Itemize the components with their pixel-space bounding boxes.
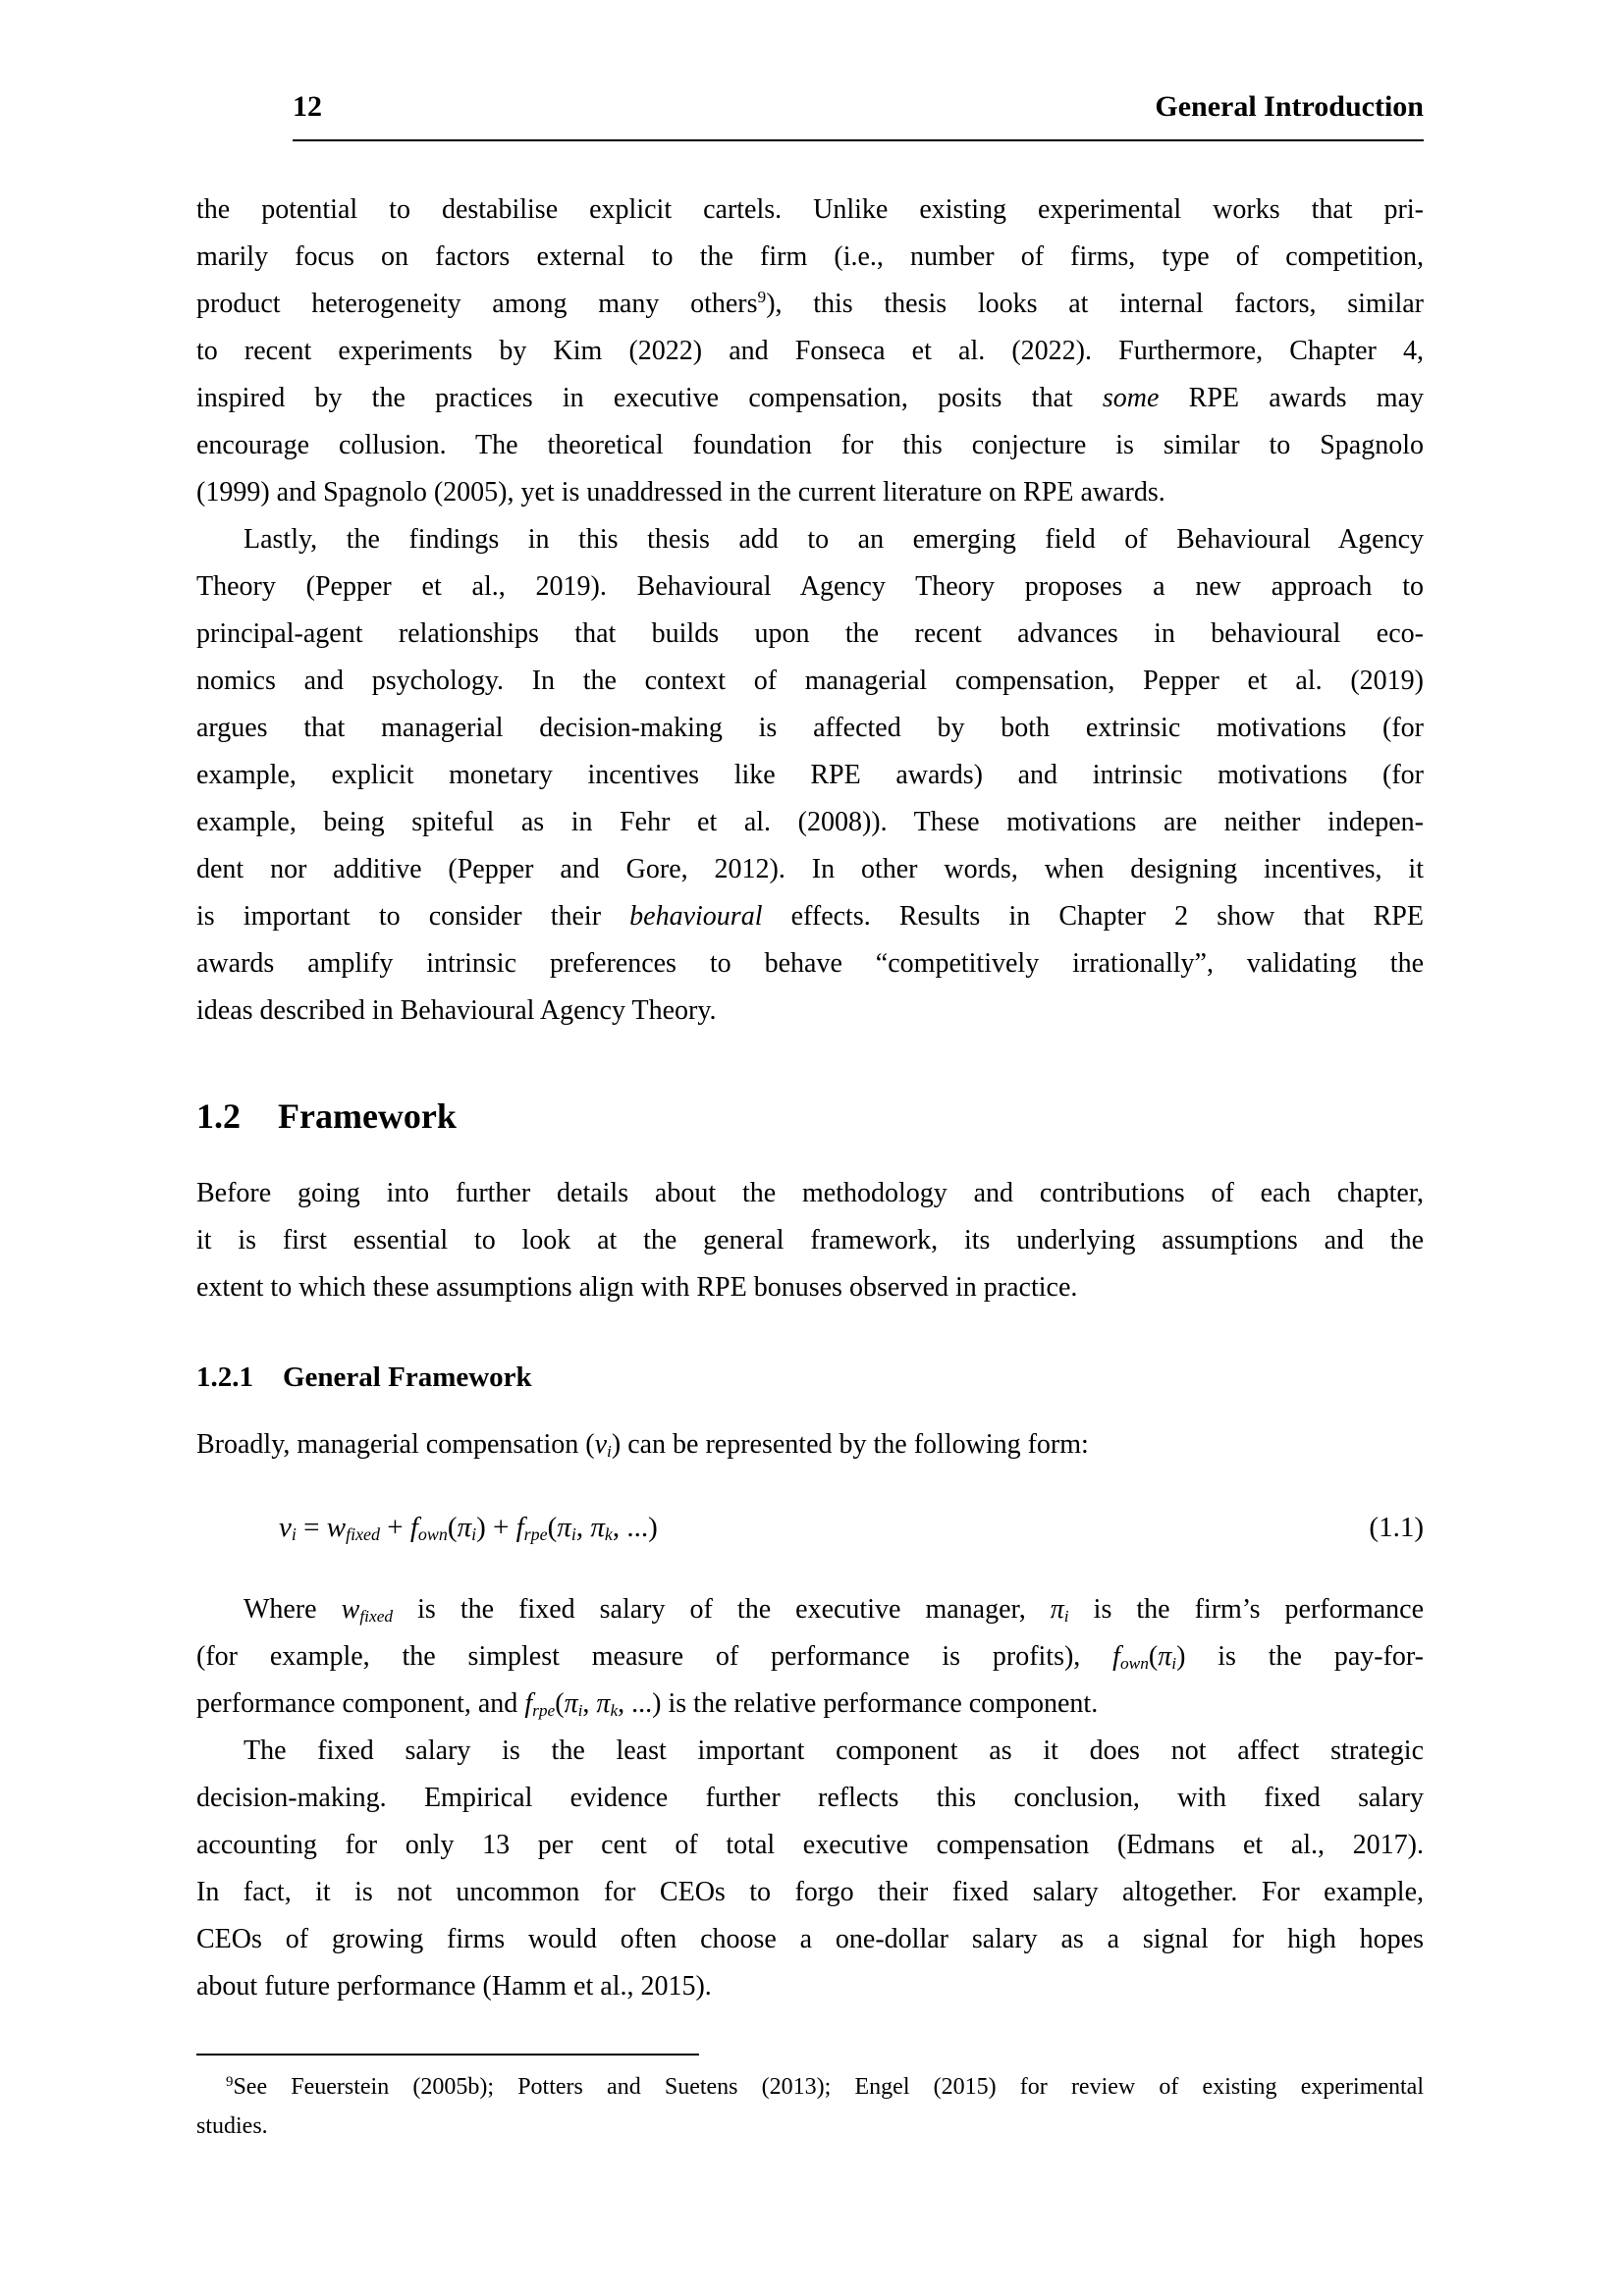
text-line: The fixed salary is the least important component as it does not affect strategic [244,1735,1424,1766]
text-line: studies. [196,2113,268,2139]
text-line: dent nor additive (Pepper and Gore, 2012). In other words, when designing incentives, it [196,854,1424,884]
text-line: example, being spiteful as in Fehr et al. (2008)). These motivations are neither indepen- [196,807,1424,837]
text-line: the potential to destabilise explicit cartels. Unlike existing experimental works that pri- [196,194,1424,225]
text-line: ideas described in Behavioural Agency Theory. [196,995,717,1026]
heading-title: General Framework [283,1362,532,1393]
text-line: In fact, it is not uncommon for CEOs to forgo their fixed salary altogether. For example, [196,1877,1424,1907]
heading-number: 1.2 [196,1096,241,1136]
paragraph [196,1586,1424,1728]
text-line: about future performance (Hamm et al., 2015). [196,1971,712,2002]
text-line: (for example, the simplest measure of performance is profits), $f_{own}(\pi_i)$ is the pay-for- [196,1641,1424,1673]
text-line: nomics and psychology. In the context of managerial compensation, Pepper et al. (2019) [196,666,1424,696]
text-line: inspired by the practices in executive compensation, posits that some RPE awards may [196,383,1425,413]
subsection-heading [196,1361,1424,1394]
content [196,187,1424,2010]
footnote [196,2054,1424,2146]
text-line: product heterogeneity among many others$^9$), this thesis looks at internal factors, similar [196,288,1424,319]
text-line: $^9$See Feuerstein (2005b); Potters and Suetens (2013); Engel (2015) for review of existing experimental [226,2073,1424,2100]
text-line: is important to consider their behavioural effects. Results in Chapter 2 show that RPE [196,901,1424,932]
paragraph [196,1170,1424,1311]
page-number: 12 [293,90,322,123]
text-line: encourage collusion. The theoretical foundation for this conjecture is similar to Spagnolo [196,430,1424,460]
text-line: Lastly, the findings in this thesis add to an emerging field of Behavioural Agency [244,524,1424,555]
running-title: General Introduction [1155,90,1424,123]
heading-number: 1.2.1 [196,1362,253,1393]
text-line: Before going into further details about the methodology and contributions of each chapter, [196,1178,1424,1208]
text-line: accounting for only 13 per cent of total executive compensation (Edmans et al., 2017). [196,1830,1424,1860]
text-line: (1999) and Spagnolo (2005), yet is unaddressed in the current literature on RPE awards. [196,477,1165,507]
text-line: marily focus on factors external to the firm (i.e., number of firms, type of competition, [196,241,1424,272]
equation-number: (1.1) [1369,1512,1424,1543]
text-line: Broadly, managerial compensation $(v_i)$ can be represented by the following form: [196,1429,1089,1461]
equation [196,1500,1424,1555]
text-line: it is first essential to look at the general framework, its underlying assumptions and the [196,1225,1424,1255]
text-line: Theory (Pepper et al., 2019). Behavioural Agency Theory proposes a new approach to [196,571,1424,602]
text-line: example, explicit monetary incentives like RPE awards) and intrinsic motivations (for [196,760,1424,790]
footnote-text [196,2067,1424,2146]
heading-title: Framework [278,1096,457,1136]
footnote-rule [196,2054,699,2056]
text-line: to recent experiments by Kim (2022) and Fonseca et al. (2022). Furthermore, Chapter 4, [196,336,1424,366]
section-heading [196,1095,1424,1137]
text-line: extent to which these assumptions align with RPE bonuses observed in practice. [196,1272,1078,1303]
text-line: performance component, and $f_{rpe}(\pi_i$, $\pi_k$, ...) is the relative performance component. [196,1688,1099,1720]
text-line: Where $w_{fixed}$ is the fixed salary of the executive manager, $\pi_i$ is the firm’s performance [244,1594,1425,1626]
text-line: principal-agent relationships that builds upon the recent advances in behavioural eco- [196,618,1424,649]
running-header [293,90,1424,141]
text-line: decision-making. Empirical evidence further reflects this conclusion, with fixed salary [196,1783,1424,1813]
equation-body: $v_i = w_{fixed} + f_{own}(\pi_i) + f_{rpe}(\pi_i$, $\pi_k$, ...) [279,1512,658,1544]
text-line: CEOs of growing firms would often choose a one-dollar salary as a signal for high hopes [196,1924,1424,1954]
text-line: awards amplify intrinsic preferences to behave “competitively irrationally”, validating the [196,948,1424,979]
paragraph [196,516,1424,1035]
paragraph [196,1421,1424,1468]
paragraph [196,187,1424,516]
paragraph [196,1728,1424,2010]
text-line: argues that managerial decision-making is affected by both extrinsic motivations (for [196,713,1424,743]
